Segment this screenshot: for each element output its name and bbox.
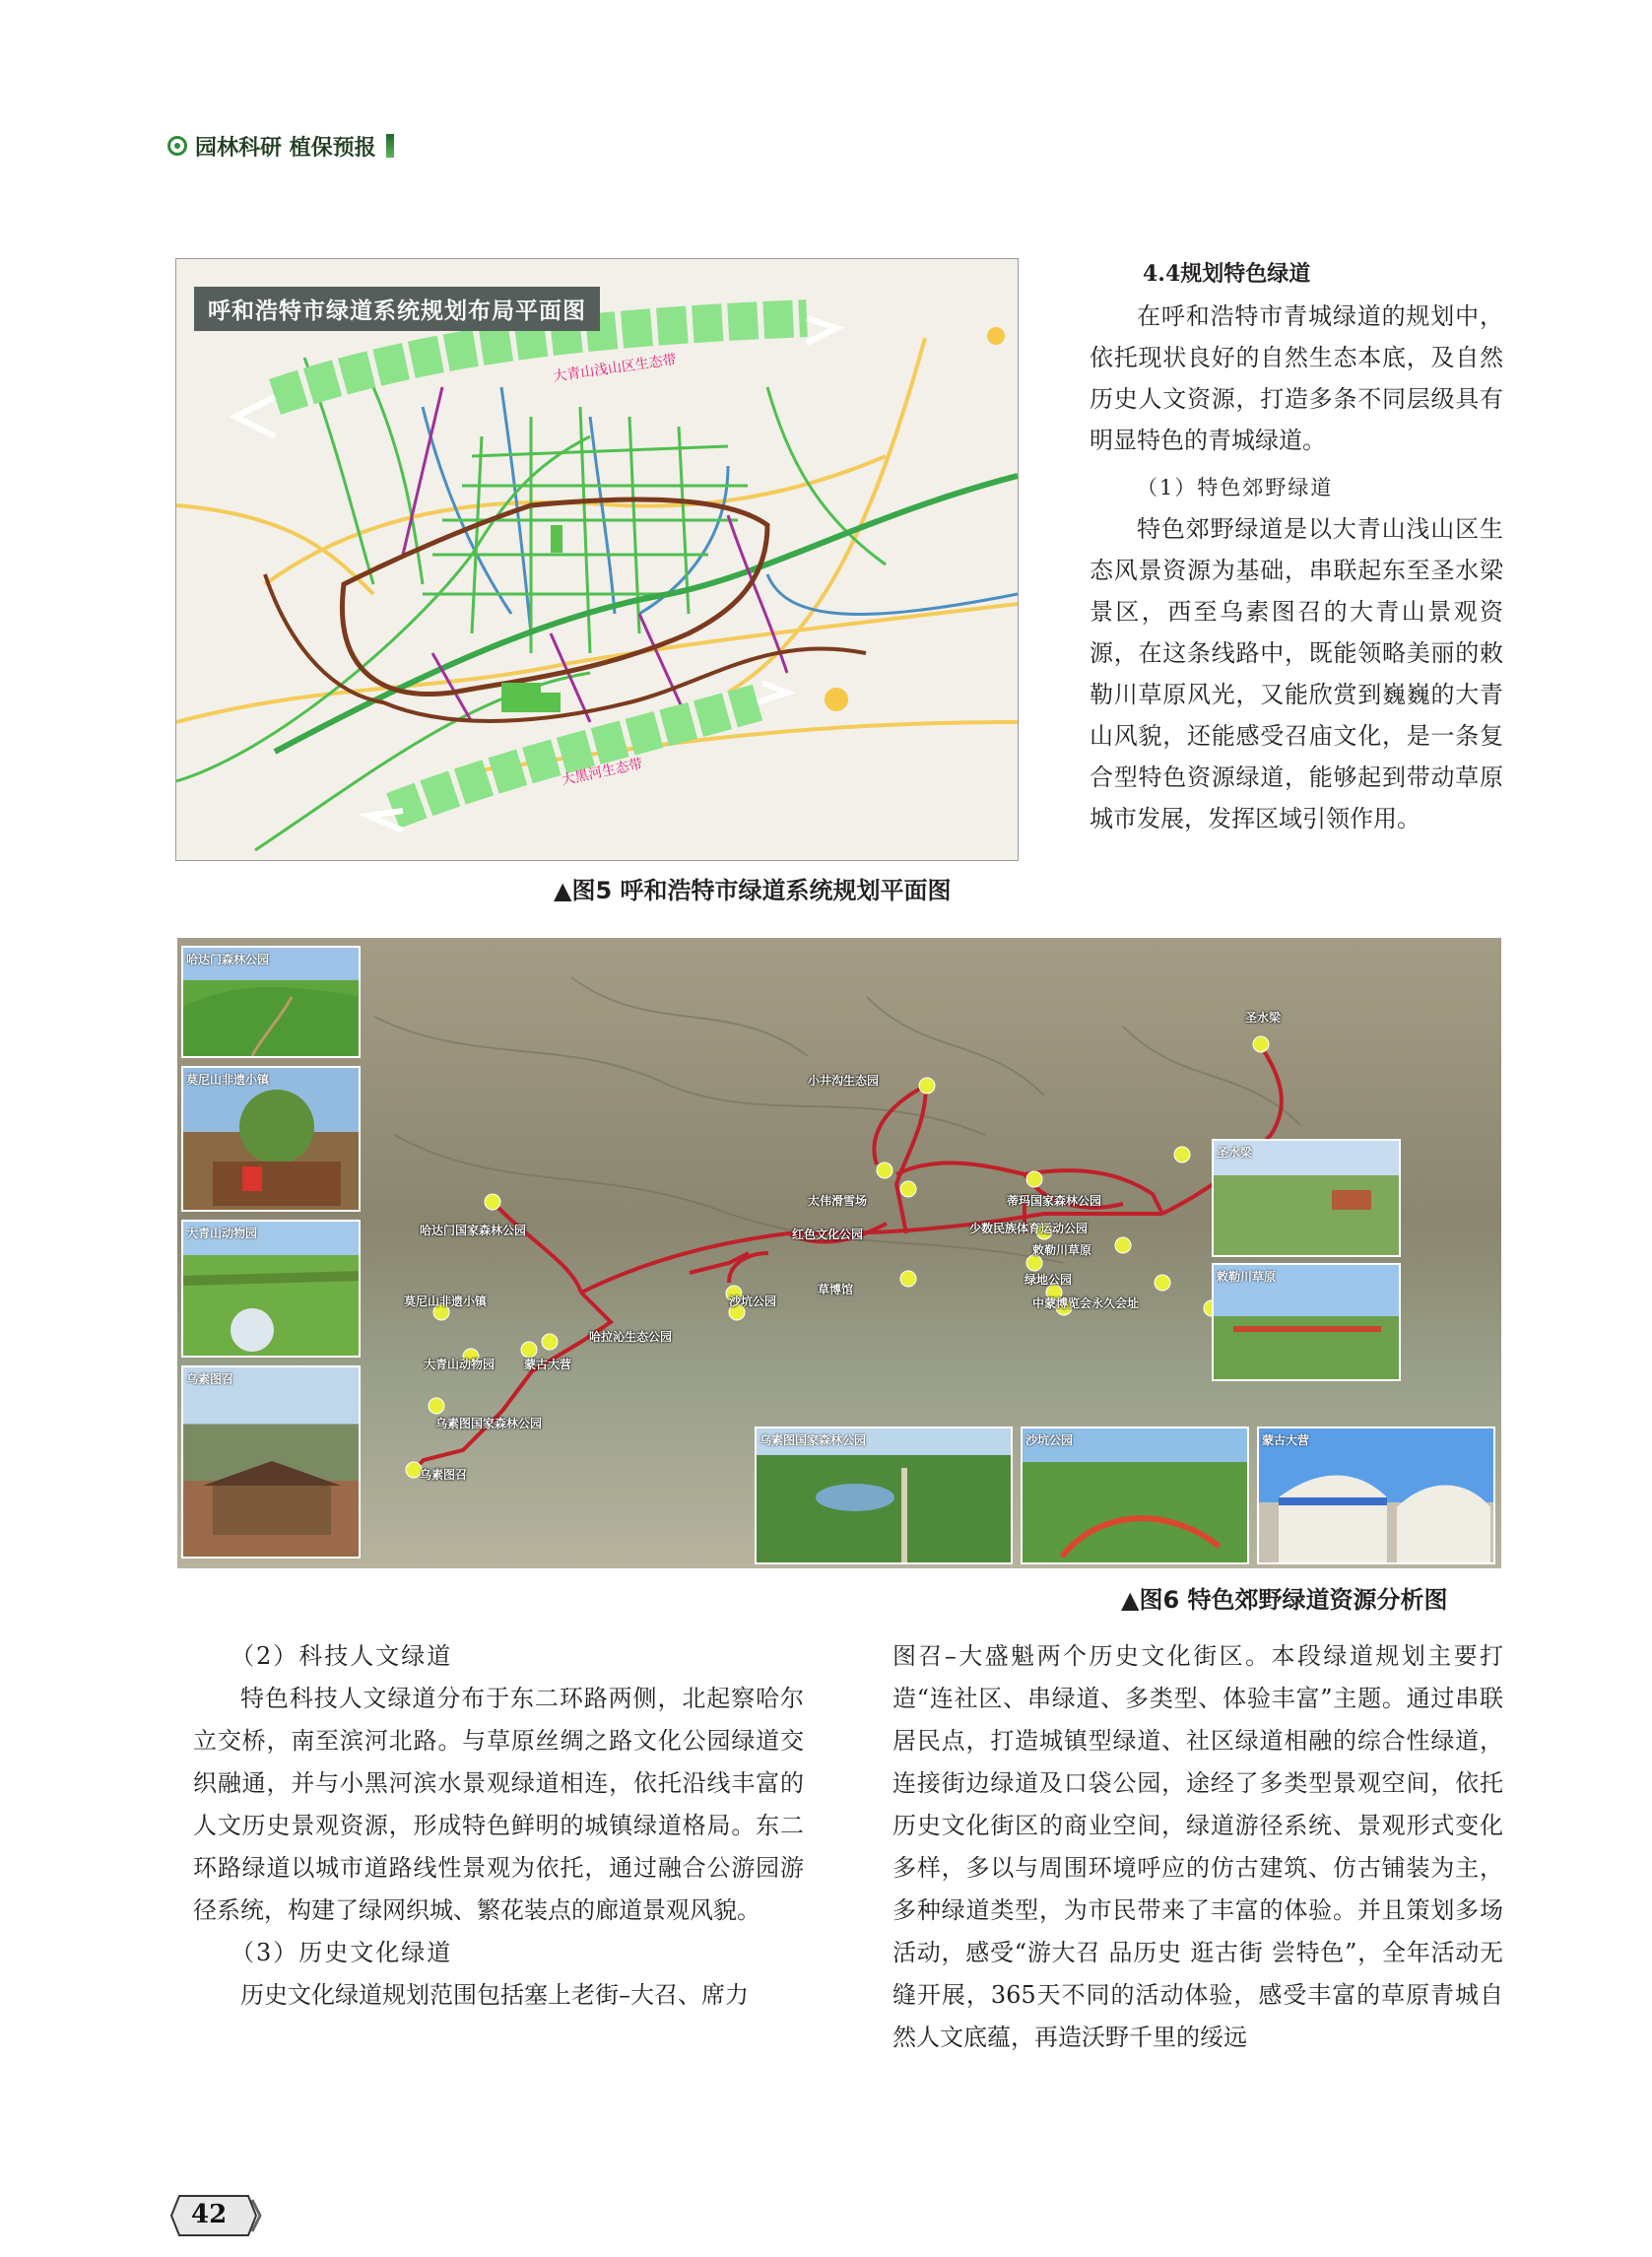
photo-title-6: 敕勒川草原 bbox=[1217, 1270, 1277, 1284]
map-title: 呼和浩特市绿道系统规划布局平面图 bbox=[194, 287, 600, 331]
subsection-2-paragraph: 特色科技人文绿道分布于东二环路两侧，北起察哈尔立交桥，南至滨河北路。与草原丝绸之路文化公园绿道交织融通，并与小黑河滨水景观绿道相连，依托沿线丰富的人文历史景观资源，形成特色鲜明的城镇绿道格局。东二环路绿道以城市道路线性景观为依托，通过融合公游园游径系统，构建了绿网织城、繁花装点的廊道景观风貌。 bbox=[193, 1685, 804, 1924]
subsection-3-title: （3）历史文化绿道 bbox=[231, 1939, 453, 1966]
bottom-right-column bbox=[892, 1635, 1503, 2059]
point-label: 沙坑公园 bbox=[729, 1294, 777, 1308]
subsection-2-title: （2）科技人文绿道 bbox=[231, 1642, 453, 1670]
photo-title-5: 圣水梁 bbox=[1217, 1146, 1253, 1160]
point-label: 莫尼山非遗小镇 bbox=[404, 1294, 488, 1308]
photo-title-3: 大青山动物园 bbox=[186, 1227, 258, 1240]
point-label: 绿地公园 bbox=[1024, 1273, 1073, 1287]
intro-paragraph: 在呼和浩特市青城绿道的规划中，依托现状良好的自然生态本底，及自然历史人文资源，打造多条不同层级具有明显特色的青城绿道。 bbox=[1090, 302, 1503, 454]
photo-shakeng-park bbox=[1021, 1427, 1249, 1564]
continued-paragraph: 图召–大盛魁两个历史文化街区。本段绿道规划主要打造“连社区、串绿道、多类型、体验丰富”主题。通过串联居民点，打造城镇型绿道、社区绿道相融的综合性绿道，连接街边绿道及口袋公园，途经了多类型景观空间，依托历史文化街区的商业空间，绿道游径系统、景观形式变化多样，多以与周围环境呼应的仿古建筑、仿古铺装为主，多种绿道类型，为市民带来了丰富的体验。并且策划多场活动，感受“游大召 品历史 逛古街 尝特色”，全年活动无缝开展，365天不同的活动体验，感受丰富的草原青城自然人文底蕴，再造沃野千里的绥远 bbox=[892, 1642, 1503, 2051]
right-column bbox=[1090, 258, 1503, 839]
section-heading: 4.4规划特色绿道 bbox=[1143, 261, 1311, 287]
map-label-upper-belt: 大青山浅山区生态带 bbox=[552, 352, 678, 385]
photo-chilechuan-grassland bbox=[1212, 1263, 1401, 1381]
photo-title-2: 莫尼山非遗小镇 bbox=[186, 1073, 270, 1087]
point-label: 少数民族体育运动公园 bbox=[969, 1222, 1089, 1235]
header-bar-icon bbox=[386, 134, 394, 158]
page-number-badge bbox=[169, 2194, 264, 2237]
figure-6-map bbox=[177, 938, 1501, 1568]
photo-mongol-camp bbox=[1257, 1427, 1495, 1564]
subsection-1-title: （1）特色郊野绿道 bbox=[1137, 476, 1334, 499]
photo-moni-mountain-town bbox=[181, 1066, 361, 1212]
header-label: 园林科研 植保预报 bbox=[195, 135, 376, 161]
bottom-left-column bbox=[193, 1635, 804, 2017]
point-label: 哈达门国家森林公园 bbox=[420, 1224, 527, 1237]
photo-title-7: 乌素图国家森林公园 bbox=[760, 1433, 867, 1447]
photo-wusutu-national-forest-park bbox=[755, 1427, 1013, 1564]
figure-5-caption: ▲图5 呼和浩特市绿道系统规划平面图 bbox=[554, 877, 952, 904]
point-label: 草博馆 bbox=[818, 1283, 854, 1296]
point-label: 乌素图召 bbox=[420, 1468, 468, 1482]
figure-5-map bbox=[175, 258, 1019, 861]
point-label: 哈拉沁生态公园 bbox=[589, 1330, 673, 1344]
photo-title-9: 蒙古大营 bbox=[1262, 1433, 1310, 1447]
running-header bbox=[167, 131, 394, 161]
map-label-lower-belt: 大黑河生态带 bbox=[560, 756, 644, 789]
point-label: 圣水梁 bbox=[1245, 1011, 1282, 1025]
photo-hadamen-forest-park bbox=[181, 946, 361, 1058]
subsection-1-paragraph: 特色郊野绿道是以大青山浅山区生态风景资源为基础，串联起东至圣水梁景区，西至乌素图召的大青山景观资源，在这条线路中，既能领略美丽的敕勒川草原风光，又能欣赏到巍巍的大青山风貌，还能感受召庙文化，是一条复合型特色资源绿道，能够起到带动草原城市发展，发挥区域引领作用。 bbox=[1090, 515, 1503, 832]
point-label: 红色文化公园 bbox=[792, 1228, 864, 1241]
point-label: 小井沟生态园 bbox=[808, 1074, 880, 1088]
point-label: 乌素图国家森林公园 bbox=[435, 1417, 543, 1430]
point-label: 蒂玛国家森林公园 bbox=[1007, 1194, 1102, 1208]
point-label: 太伟滑雪场 bbox=[808, 1194, 868, 1208]
point-label: 中蒙博览会永久会址 bbox=[1032, 1296, 1140, 1310]
circle-bullet-icon bbox=[167, 136, 187, 156]
point-label: 大青山动物园 bbox=[424, 1358, 496, 1371]
photo-title-8: 沙坑公园 bbox=[1025, 1433, 1074, 1447]
photo-title-4: 乌素图召 bbox=[186, 1372, 234, 1386]
point-label: 蒙古大营 bbox=[524, 1358, 572, 1371]
photo-shengshuiliang bbox=[1212, 1139, 1401, 1257]
point-label: 敕勒川草原 bbox=[1032, 1243, 1092, 1257]
subsection-3-paragraph: 历史文化绿道规划范围包括塞上老街–大召、席力 bbox=[240, 1981, 749, 2009]
figure-6-caption: ▲图6 特色郊野绿道资源分析图 bbox=[1121, 1586, 1448, 1614]
photo-daqingshan-zoo bbox=[181, 1220, 361, 1358]
photo-title-1: 哈达门森林公园 bbox=[186, 953, 270, 966]
photo-wusutu-temple bbox=[181, 1365, 361, 1559]
page-number: 42 bbox=[191, 2200, 228, 2229]
